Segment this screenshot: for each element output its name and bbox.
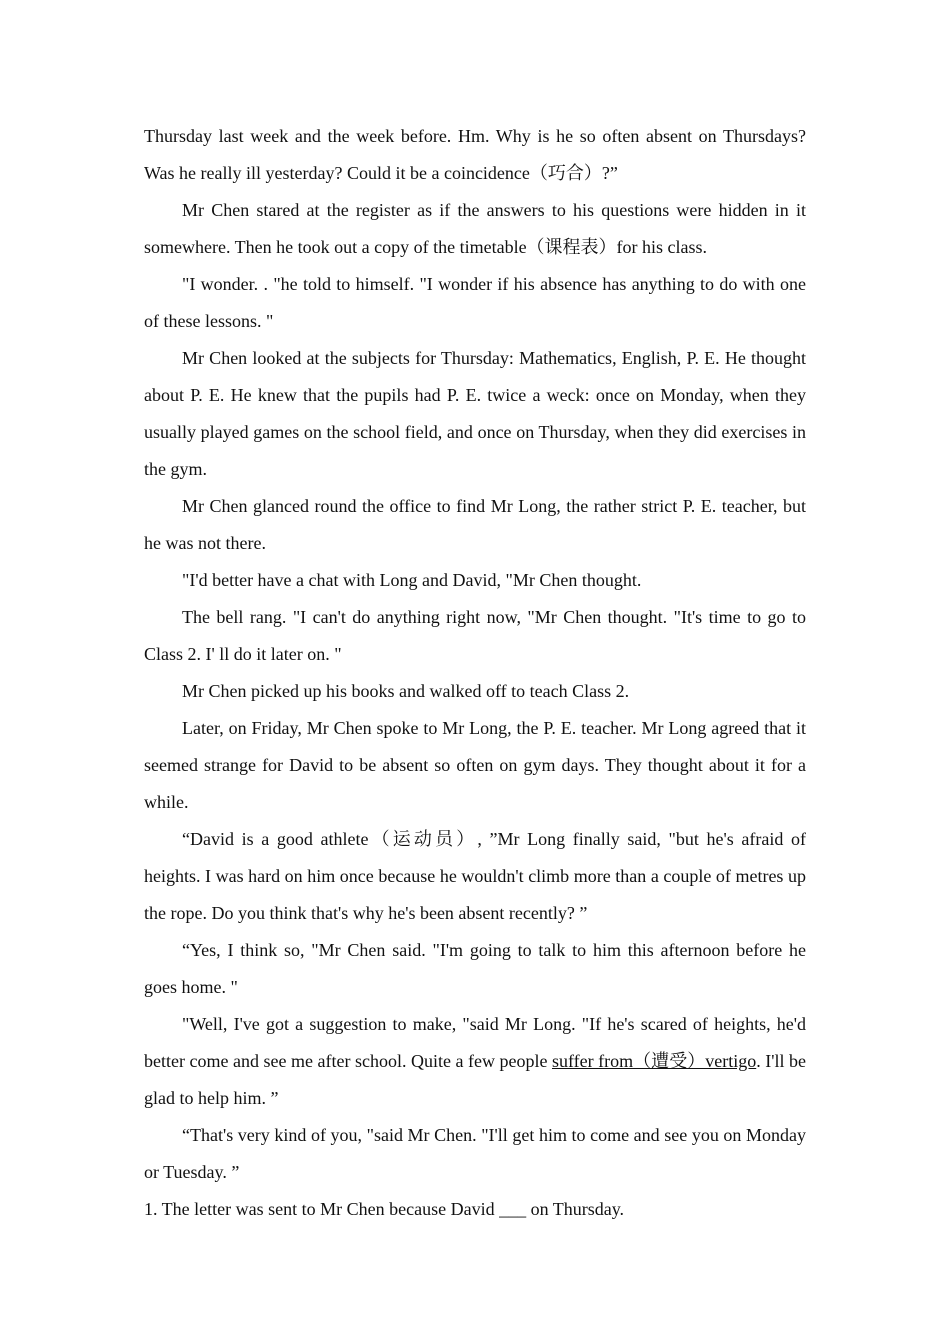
paragraph-8: Mr Chen picked up his books and walked off to teach Class 2. [182,681,630,701]
underlined-phrase: suffer from（遭受）vertigo [552,1051,757,1071]
paragraph-7: The bell rang. "I can't do anything right now, "Mr Chen thought. "It's time to go to Class 2. I' ll do it later on. " [144,607,806,664]
paragraph-13: “That's very kind of you, "said Mr Chen. "I'll get him to come and see you on Monday or Tuesday. ” [144,1125,806,1182]
question-1: 1. The letter was sent to Mr Chen because David ___ on Thursday. [144,1199,625,1219]
paragraph-1: Thursday last week and the week before. Hm. Why is he so often absent on Thursdays? Was he really ill yesterday? Could it be a coincidence（巧合）?” [144,126,806,183]
paragraph-12-after: . I'll be glad to help him. ” [144,1051,806,1108]
paragraph-3: "I wonder. . "he told to himself. "I wonder if his absence has anything to do with one of these lessons. " [144,274,806,331]
document-page [144,118,806,1228]
paragraph-2: Mr Chen stared at the register as if the answers to his questions were hidden in it somewhere. Then he took out a copy of the timetable（课程表）for his class. [144,200,806,257]
paragraph-12-before: "Well, I've got a suggestion to make, "said Mr Long. "If he's scared of heights, he'd better come and see me after school. Quite a few people [144,1014,806,1071]
paragraph-5: Mr Chen glanced round the office to find Mr Long, the rather strict P. E. teacher, but he was not there. [144,496,806,553]
paragraph-11: “Yes, I think so, "Mr Chen said. "I'm going to talk to him this afternoon before he goes home. " [144,940,806,997]
paragraph-12 [144,1006,806,1117]
paragraph-10: “David is a good athlete（运动员）, ”Mr Long finally said, "but he's afraid of heights. I was hard on him once because he wouldn't climb more than a couple of metres up the rope. Do you think that's why he's been absent recently? ” [144,829,806,923]
paragraph-6: "I'd better have a chat with Long and David, "Mr Chen thought. [182,570,642,590]
paragraph-4: Mr Chen looked at the subjects for Thursday: Mathematics, English, P. E. He thought about P. E. He knew that the pupils had P. E. twice a weck: once on Monday, when they usually played games on the school field, and once on Thursday, when they did exercises in the gym. [144,348,806,479]
paragraph-9: Later, on Friday, Mr Chen spoke to Mr Long, the P. E. teacher. Mr Long agreed that it seemed strange for David to be absent so often on gym days. They thought about it for a while. [144,718,806,812]
